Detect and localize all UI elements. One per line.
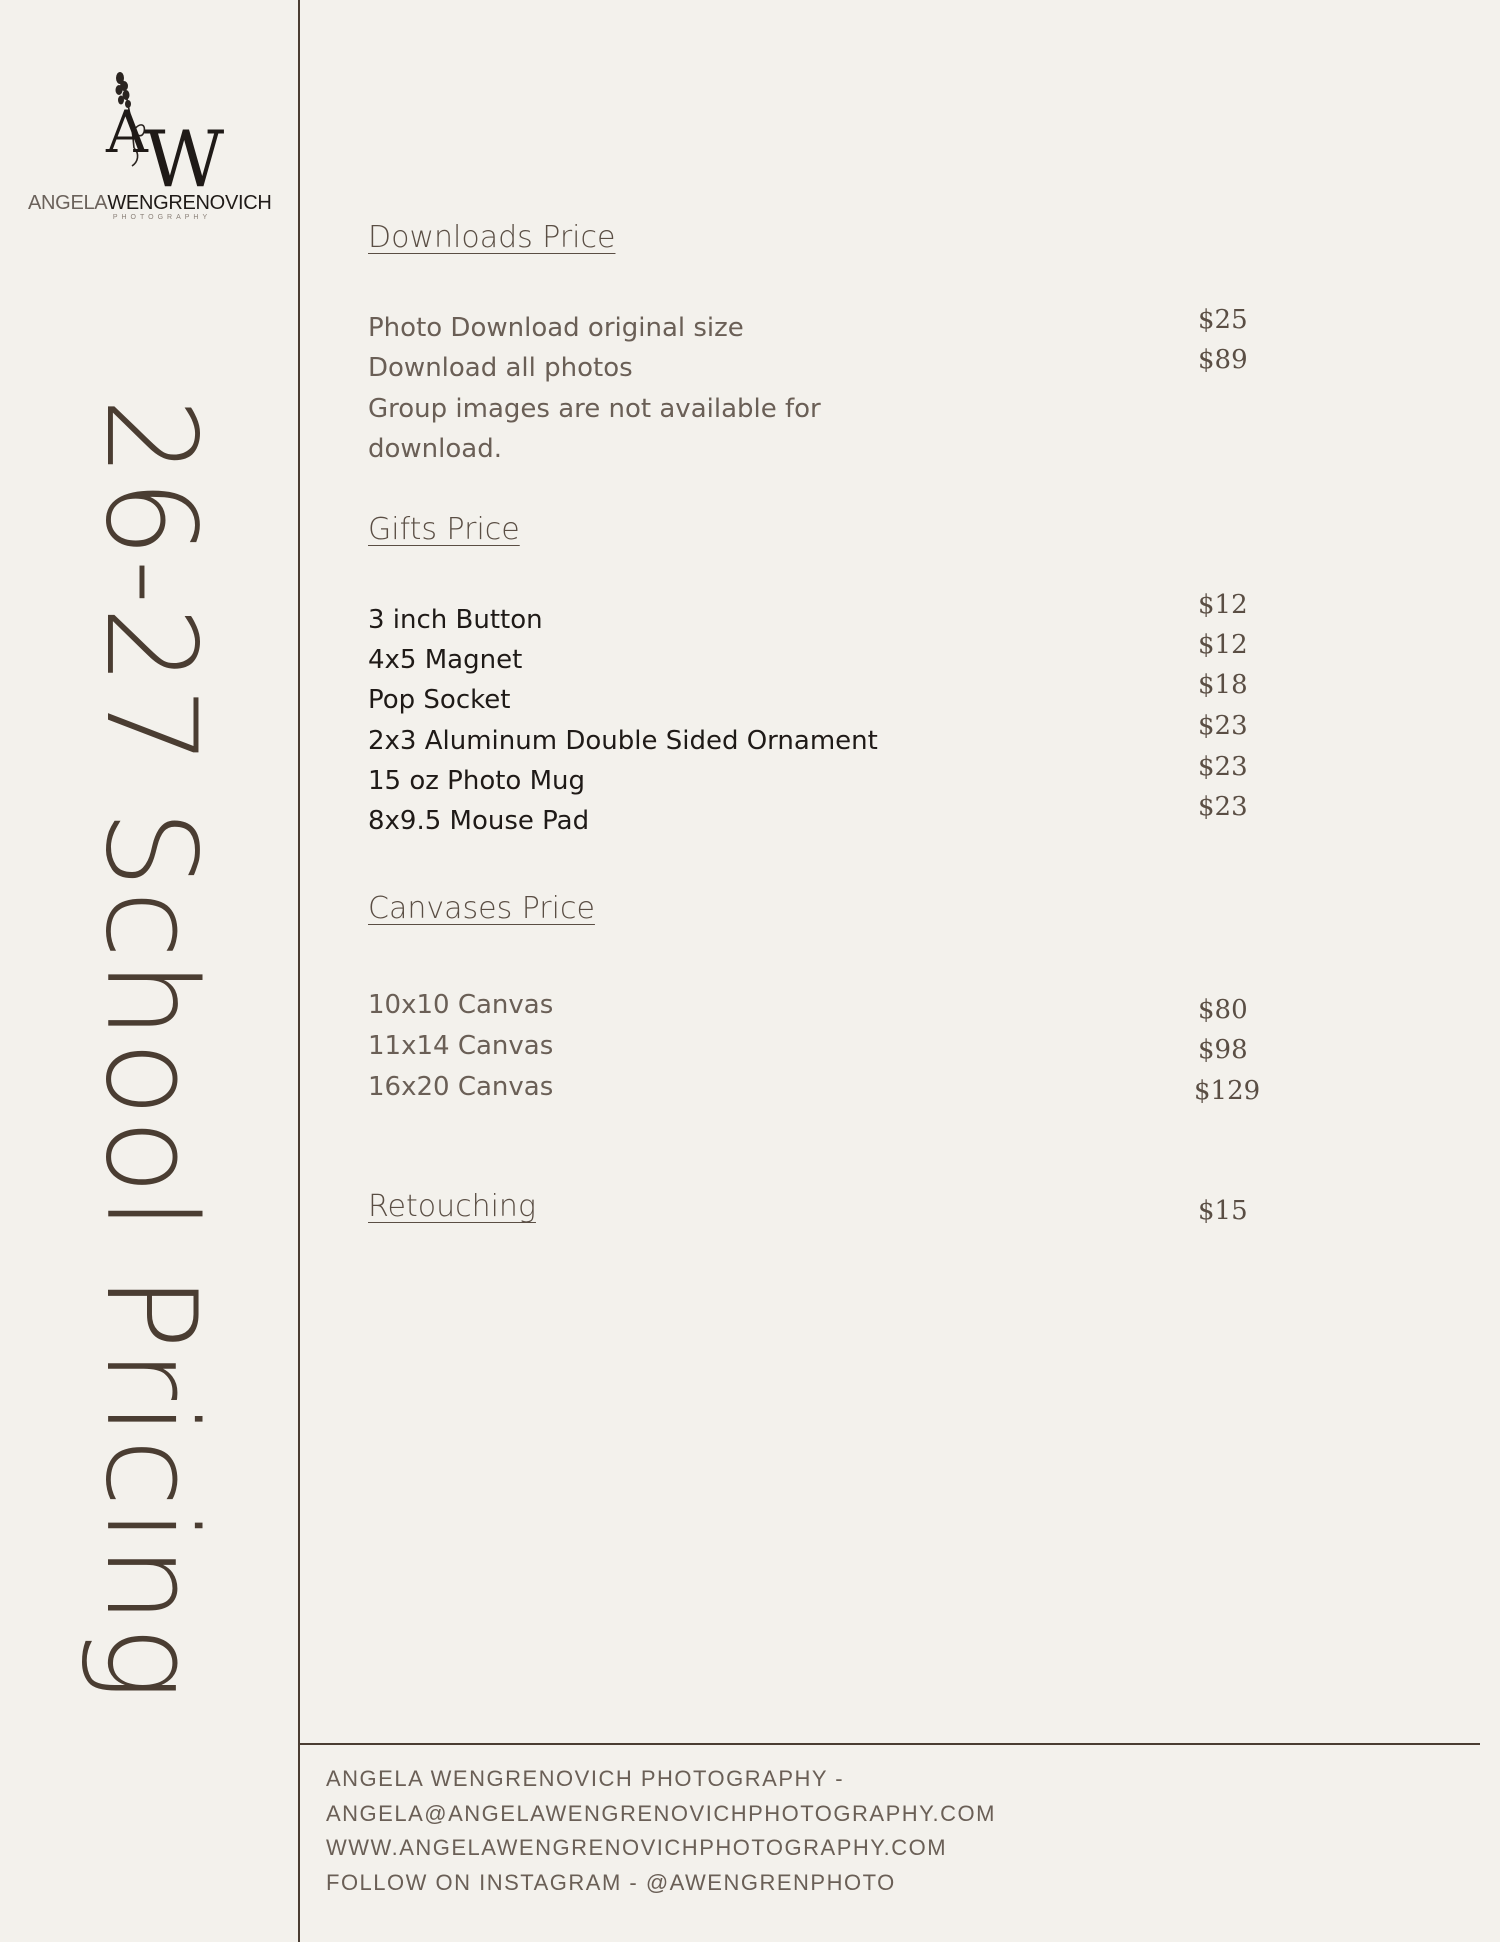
gifts-item-label: 8x9.5 Mouse Pad bbox=[368, 806, 590, 836]
downloads-item-label: Download all photos bbox=[368, 353, 633, 383]
gifts-item-price: $12 bbox=[1198, 590, 1248, 620]
brand-first-name: ANGELA bbox=[28, 192, 108, 214]
gifts-item-price: $23 bbox=[1198, 792, 1248, 822]
gifts-item-price: $18 bbox=[1198, 670, 1248, 700]
downloads-section-title: Downloads Price bbox=[368, 220, 616, 255]
svg-text:A: A bbox=[106, 98, 148, 166]
canvases-item-price: $129 bbox=[1194, 1076, 1261, 1106]
canvases-item-label: 10x10 Canvas bbox=[368, 990, 554, 1020]
canvases-item-label: 16x20 Canvas bbox=[368, 1072, 554, 1102]
retouching-section-title: Retouching bbox=[368, 1189, 536, 1224]
brand-name bbox=[28, 192, 288, 215]
vertical-divider bbox=[298, 0, 300, 1942]
canvases-item-label: 11x14 Canvas bbox=[368, 1031, 554, 1061]
retouching-price: $15 bbox=[1198, 1196, 1248, 1226]
canvases-item-price: $80 bbox=[1198, 995, 1248, 1025]
gifts-item-price: $23 bbox=[1198, 711, 1248, 741]
gifts-item-label: 2x3 Aluminum Double Sided Ornament bbox=[368, 726, 878, 756]
brand-last-name: WENGRENOVICH bbox=[107, 192, 272, 214]
downloads-item-label: Photo Download original size bbox=[368, 313, 744, 343]
footer-instagram-link[interactable]: FOLLOW ON INSTAGRAM - @AWENGRENPHOTO bbox=[326, 1869, 896, 1895]
downloads-item-price: $89 bbox=[1198, 345, 1248, 375]
gifts-item-price: $23 bbox=[1198, 752, 1248, 782]
downloads-note: download. bbox=[368, 434, 502, 464]
page-title: 26-27 School Pricing bbox=[78, 397, 222, 1703]
gifts-item-label: 15 oz Photo Mug bbox=[368, 766, 586, 796]
canvases-item-price: $98 bbox=[1198, 1035, 1248, 1065]
sidebar bbox=[0, 0, 299, 1942]
footer-website-link[interactable]: WWW.ANGELAWENGRENOVICHPHOTOGRAPHY.COM bbox=[326, 1835, 948, 1860]
downloads-item-price: $25 bbox=[1198, 305, 1248, 335]
svg-text:W: W bbox=[144, 115, 225, 190]
brand-logo bbox=[20, 70, 280, 230]
gifts-item-price: $12 bbox=[1198, 630, 1248, 660]
gifts-item-label: 3 inch Button bbox=[368, 605, 543, 635]
gifts-item-label: 4x5 Magnet bbox=[368, 645, 523, 675]
monogram-logo-icon bbox=[88, 70, 248, 190]
footer-email-link[interactable]: ANGELA@ANGELAWENGRENOVICHPHOTOGRAPHY.COM bbox=[326, 1800, 996, 1826]
gifts-item-label: Pop Socket bbox=[368, 685, 511, 715]
footer-divider bbox=[299, 1743, 1480, 1745]
footer-line: ANGELA WENGRENOVICH PHOTOGRAPHY - bbox=[326, 1766, 845, 1791]
gifts-section-title: Gifts Price bbox=[368, 512, 520, 547]
downloads-note: Group images are not available for bbox=[368, 394, 821, 424]
brand-subtitle: PHOTOGRAPHY bbox=[112, 214, 212, 221]
footer-contact bbox=[326, 1762, 1426, 1900]
canvases-section-title: Canvases Price bbox=[368, 891, 595, 926]
